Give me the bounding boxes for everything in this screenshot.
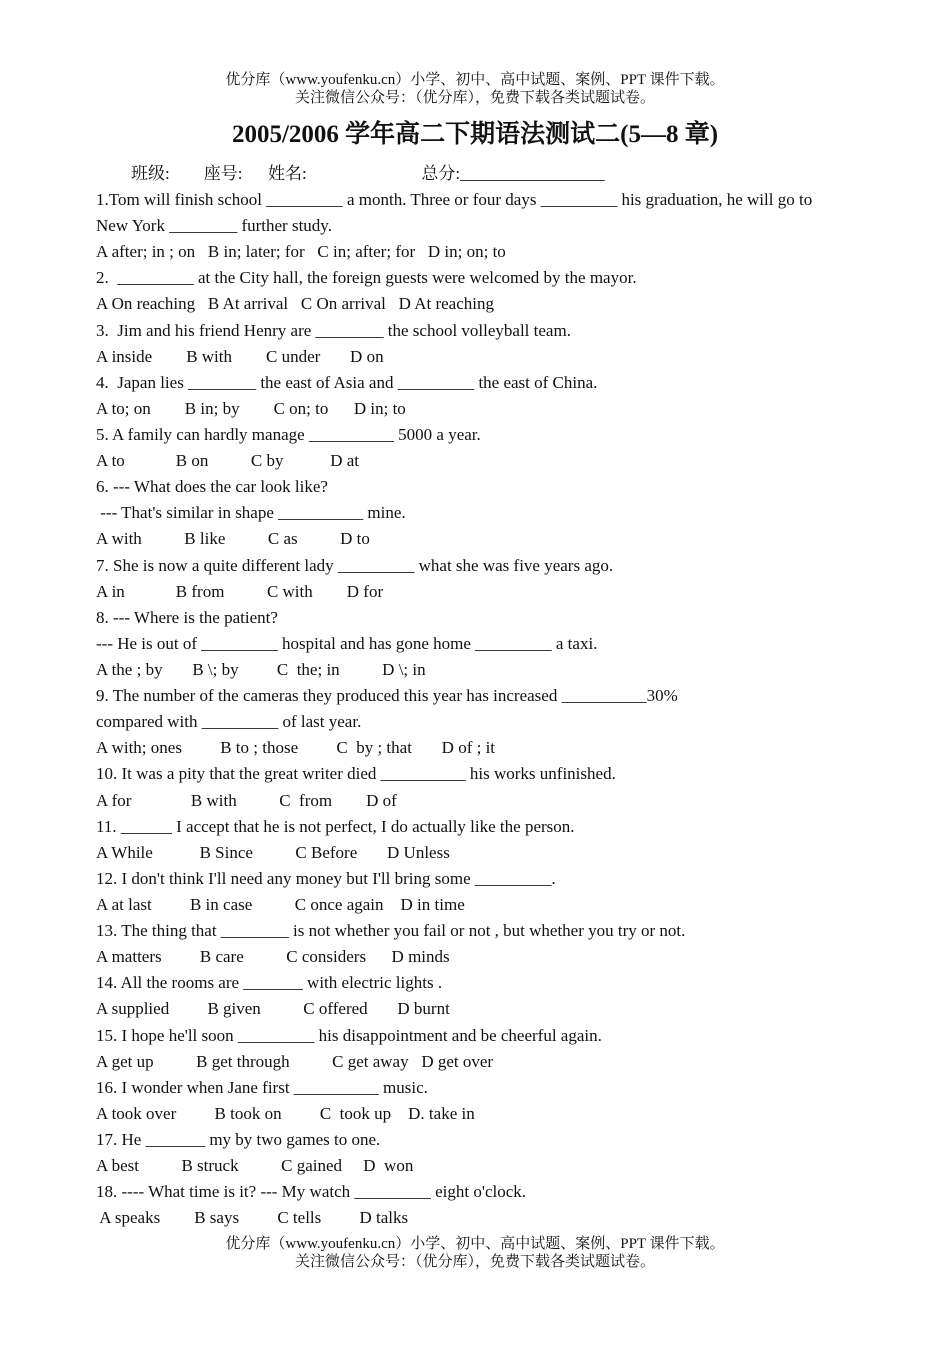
- text-line: A to B on C by D at: [96, 451, 360, 471]
- text-line: 10. It was a pity that the great writer died __________ his works unfinished.: [96, 764, 616, 784]
- text-line: 9. The number of the cameras they produced this year has increased __________30%: [96, 686, 678, 706]
- text-line: 11. ______ I accept that he is not perfect, I do actually like the person.: [96, 816, 575, 836]
- text-line: 4. Japan lies ________ the east of Asia and _________ the east of China.: [96, 372, 598, 392]
- header-line-1: 优分库（www.youfenku.cn）小学、初中、高中试题、案例、PPT 课件下载。: [225, 72, 725, 88]
- text-line: 14. All the rooms are _______ with electric lights .: [96, 973, 443, 993]
- text-line: A the ; by B \; by C the; in D \; in: [96, 659, 426, 679]
- text-line: A inside B with C under D on: [96, 346, 384, 366]
- text-line: 8. --- Where is the patient?: [96, 607, 278, 627]
- footer-line-2: 关注微信公众号：（优分库），免费下载各类试题试卷。: [294, 1254, 655, 1270]
- student-info-line: 班级: 座号: 姓名: 总分:_________________: [131, 164, 605, 183]
- text-line: A in B from C with D for: [96, 581, 384, 601]
- page-header: [0, 71, 950, 107]
- text-line: A to; on B in; by C on; to D in; to: [96, 398, 406, 418]
- text-line: A On reaching B At arrival C On arrival D At reaching: [96, 294, 494, 314]
- text-line: 1.Tom will finish school _________ a month. Three or four days _________ his graduation, he will go to: [96, 190, 813, 209]
- question-body: [96, 187, 856, 1231]
- text-line: A supplied B given C offered D burnt: [96, 999, 450, 1019]
- text-line: 5. A family can hardly manage __________ 5000 a year.: [96, 424, 481, 444]
- text-line: A with; ones B to ; those C by ; that D of ; it: [96, 738, 496, 758]
- text-line: New York ________ further study.: [96, 216, 332, 236]
- text-line: 12. I don't think I'll need any money but I'll bring some _________.: [96, 868, 556, 888]
- text-line: A speaks B says C tells D talks: [96, 1208, 409, 1228]
- text-line: A at last B in case C once again D in time: [96, 894, 465, 914]
- text-line: A best B struck C gained D won: [96, 1156, 414, 1176]
- text-line: A after; in ; on B in; later; for C in; after; for D in; on; to: [96, 242, 506, 262]
- text-line: 18. ---- What time is it? --- My watch _________ eight o'clock.: [96, 1182, 527, 1202]
- text-line: 6. --- What does the car look like?: [96, 477, 328, 497]
- text-line: A with B like C as D to: [96, 529, 370, 549]
- text-line: A took over B took on C took up D. take in: [96, 1103, 475, 1123]
- text-line: compared with _________ of last year.: [96, 712, 362, 732]
- page-footer: [0, 1235, 950, 1271]
- text-line: A for B with C from D of: [96, 790, 397, 810]
- text-line: A While B Since C Before D Unless: [96, 842, 450, 862]
- text-line: 7. She is now a quite different lady _________ what she was five years ago.: [96, 555, 614, 575]
- text-line: 3. Jim and his friend Henry are ________ the school volleyball team.: [96, 320, 571, 340]
- text-line: 2. _________ at the City hall, the foreign guests were welcomed by the mayor.: [96, 268, 637, 288]
- text-line: --- He is out of _________ hospital and has gone home _________ a taxi.: [96, 633, 598, 653]
- text-line: 16. I wonder when Jane first __________ music.: [96, 1077, 428, 1097]
- text-line: 13. The thing that ________ is not whether you fail or not , but whether you try or not.: [96, 921, 686, 941]
- header-line-2: 关注微信公众号：（优分库），免费下载各类试题试卷。: [294, 90, 655, 106]
- text-line: 15. I hope he'll soon _________ his disappointment and be cheerful again.: [96, 1025, 602, 1045]
- text-line: A matters B care C considers D minds: [96, 947, 450, 967]
- document-title: 2005/2006 学年高二下期语法测试二(5—8 章): [231, 121, 719, 148]
- footer-line-1: 优分库（www.youfenku.cn）小学、初中、高中试题、案例、PPT 课件下载。: [225, 1236, 725, 1252]
- text-line: 17. He _______ my by two games to one.: [96, 1129, 381, 1149]
- text-line: A get up B get through C get away D get over: [96, 1051, 494, 1071]
- text-line: --- That's similar in shape __________ mine.: [96, 503, 406, 523]
